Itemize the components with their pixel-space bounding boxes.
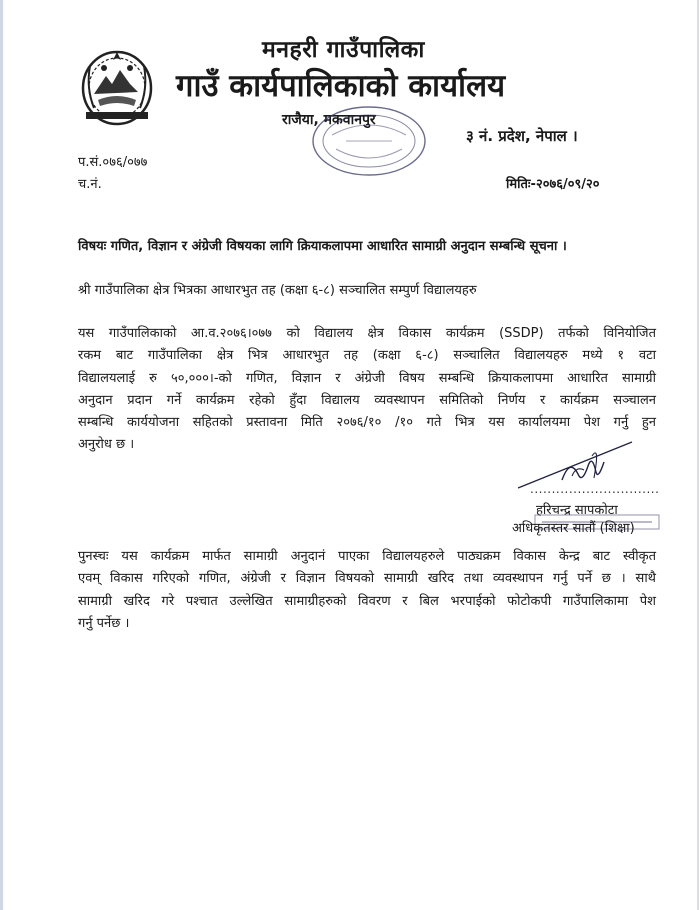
reference-number: प.सं.०७६/०७७ [78,155,148,170]
postscript-line: गर्नु पर्नेछ । [78,615,130,631]
nepal-emblem-icon [80,46,154,128]
dispatch-number: च.नं. [78,177,102,192]
office-name: गाउँ कार्यपालिकाको कार्यालय [176,68,506,104]
body-line: अनुदान प्रदान गर्ने कार्यक्रम रहेको हुँदा विद्यालय व्यवस्थापन समितिको निर्णय र कार्यक्रम सञ्चालन [78,392,656,408]
letter-postscript [78,546,656,635]
letter-subject: विषयः गणित, विज्ञान र अंग्रेजी विषयका लागि क्रियाकलापमा आधारित सामाग्री अनुदान सम्बन्धि सूचना । [78,239,567,254]
signer-name: हरिचन्द्र सापकोटा [536,503,618,518]
body-line: सम्बन्धि कार्ययोजना सहितको प्रस्तावना मिति २०७६/१० /१० गते भित्र यस कार्यालयमा पेश गर्नु हुन [78,415,656,431]
org-name: मनहरी गाउँपालिका [262,37,425,63]
office-address: राजैया, मकवानपुर [282,112,376,128]
body-line: अनुरोध छ । [78,437,135,453]
postscript-line: सामाग्री खरिद गरे पश्चात उल्लेखित सामाग्रीहरुको विवरण र बिल भरपाईको फोटोकपी गाउँपालिकामा पेश [78,593,656,609]
letter-date: मितिः-२०७६/०९/२० [506,177,600,192]
body-line: रकम बाट गाउँपालिका क्षेत्र भित्र आधारभुत तह (कक्षा ६-८) सञ्चालित विद्यालयहरु मध्ये १ वटा [78,348,656,364]
office-seal-stamp-icon [310,105,428,177]
body-line: विद्यालयलाई रु ५०,०००।-को गणित, विज्ञान र अंग्रेजी विषय सम्बन्धि क्रियाकलापमा आधारित सामाग्री [78,370,656,386]
page-edge-left [0,0,3,910]
province-line: ३ नं. प्रदेश, नेपाल । [466,127,578,145]
signature-line: .............................. [530,482,660,496]
postscript-line: एवम् विकास गरिएको गणित, अंग्रेजी र विज्ञान विषयको सामाग्री खरिद तथा व्यवस्थापन गर्नु पर्ने छ । साथै [78,571,656,587]
signer-designation: अधिकृतस्तर सातौं (शिक्षा) [512,521,635,536]
letter-addressee: श्री गाउँपालिका क्षेत्र भित्रका आधारभुत तह (कक्षा ६-८) सञ्चालित सम्पुर्ण विद्यालयहरु [78,283,477,298]
postscript-line: पुनस्चः यस कार्यक्रम मार्फत सामाग्री अनुदानं पाएका विद्यालयहरुले पाठ्यक्रम विकास केन्द्र बाट स्वीकृत [78,549,656,564]
body-line: यस गाउँपालिकाको आ.व.२०७६।०७७ को विद्यालय क्षेत्र विकास कार्यक्रम (SSDP) तर्फको विनियोजित [78,326,656,341]
